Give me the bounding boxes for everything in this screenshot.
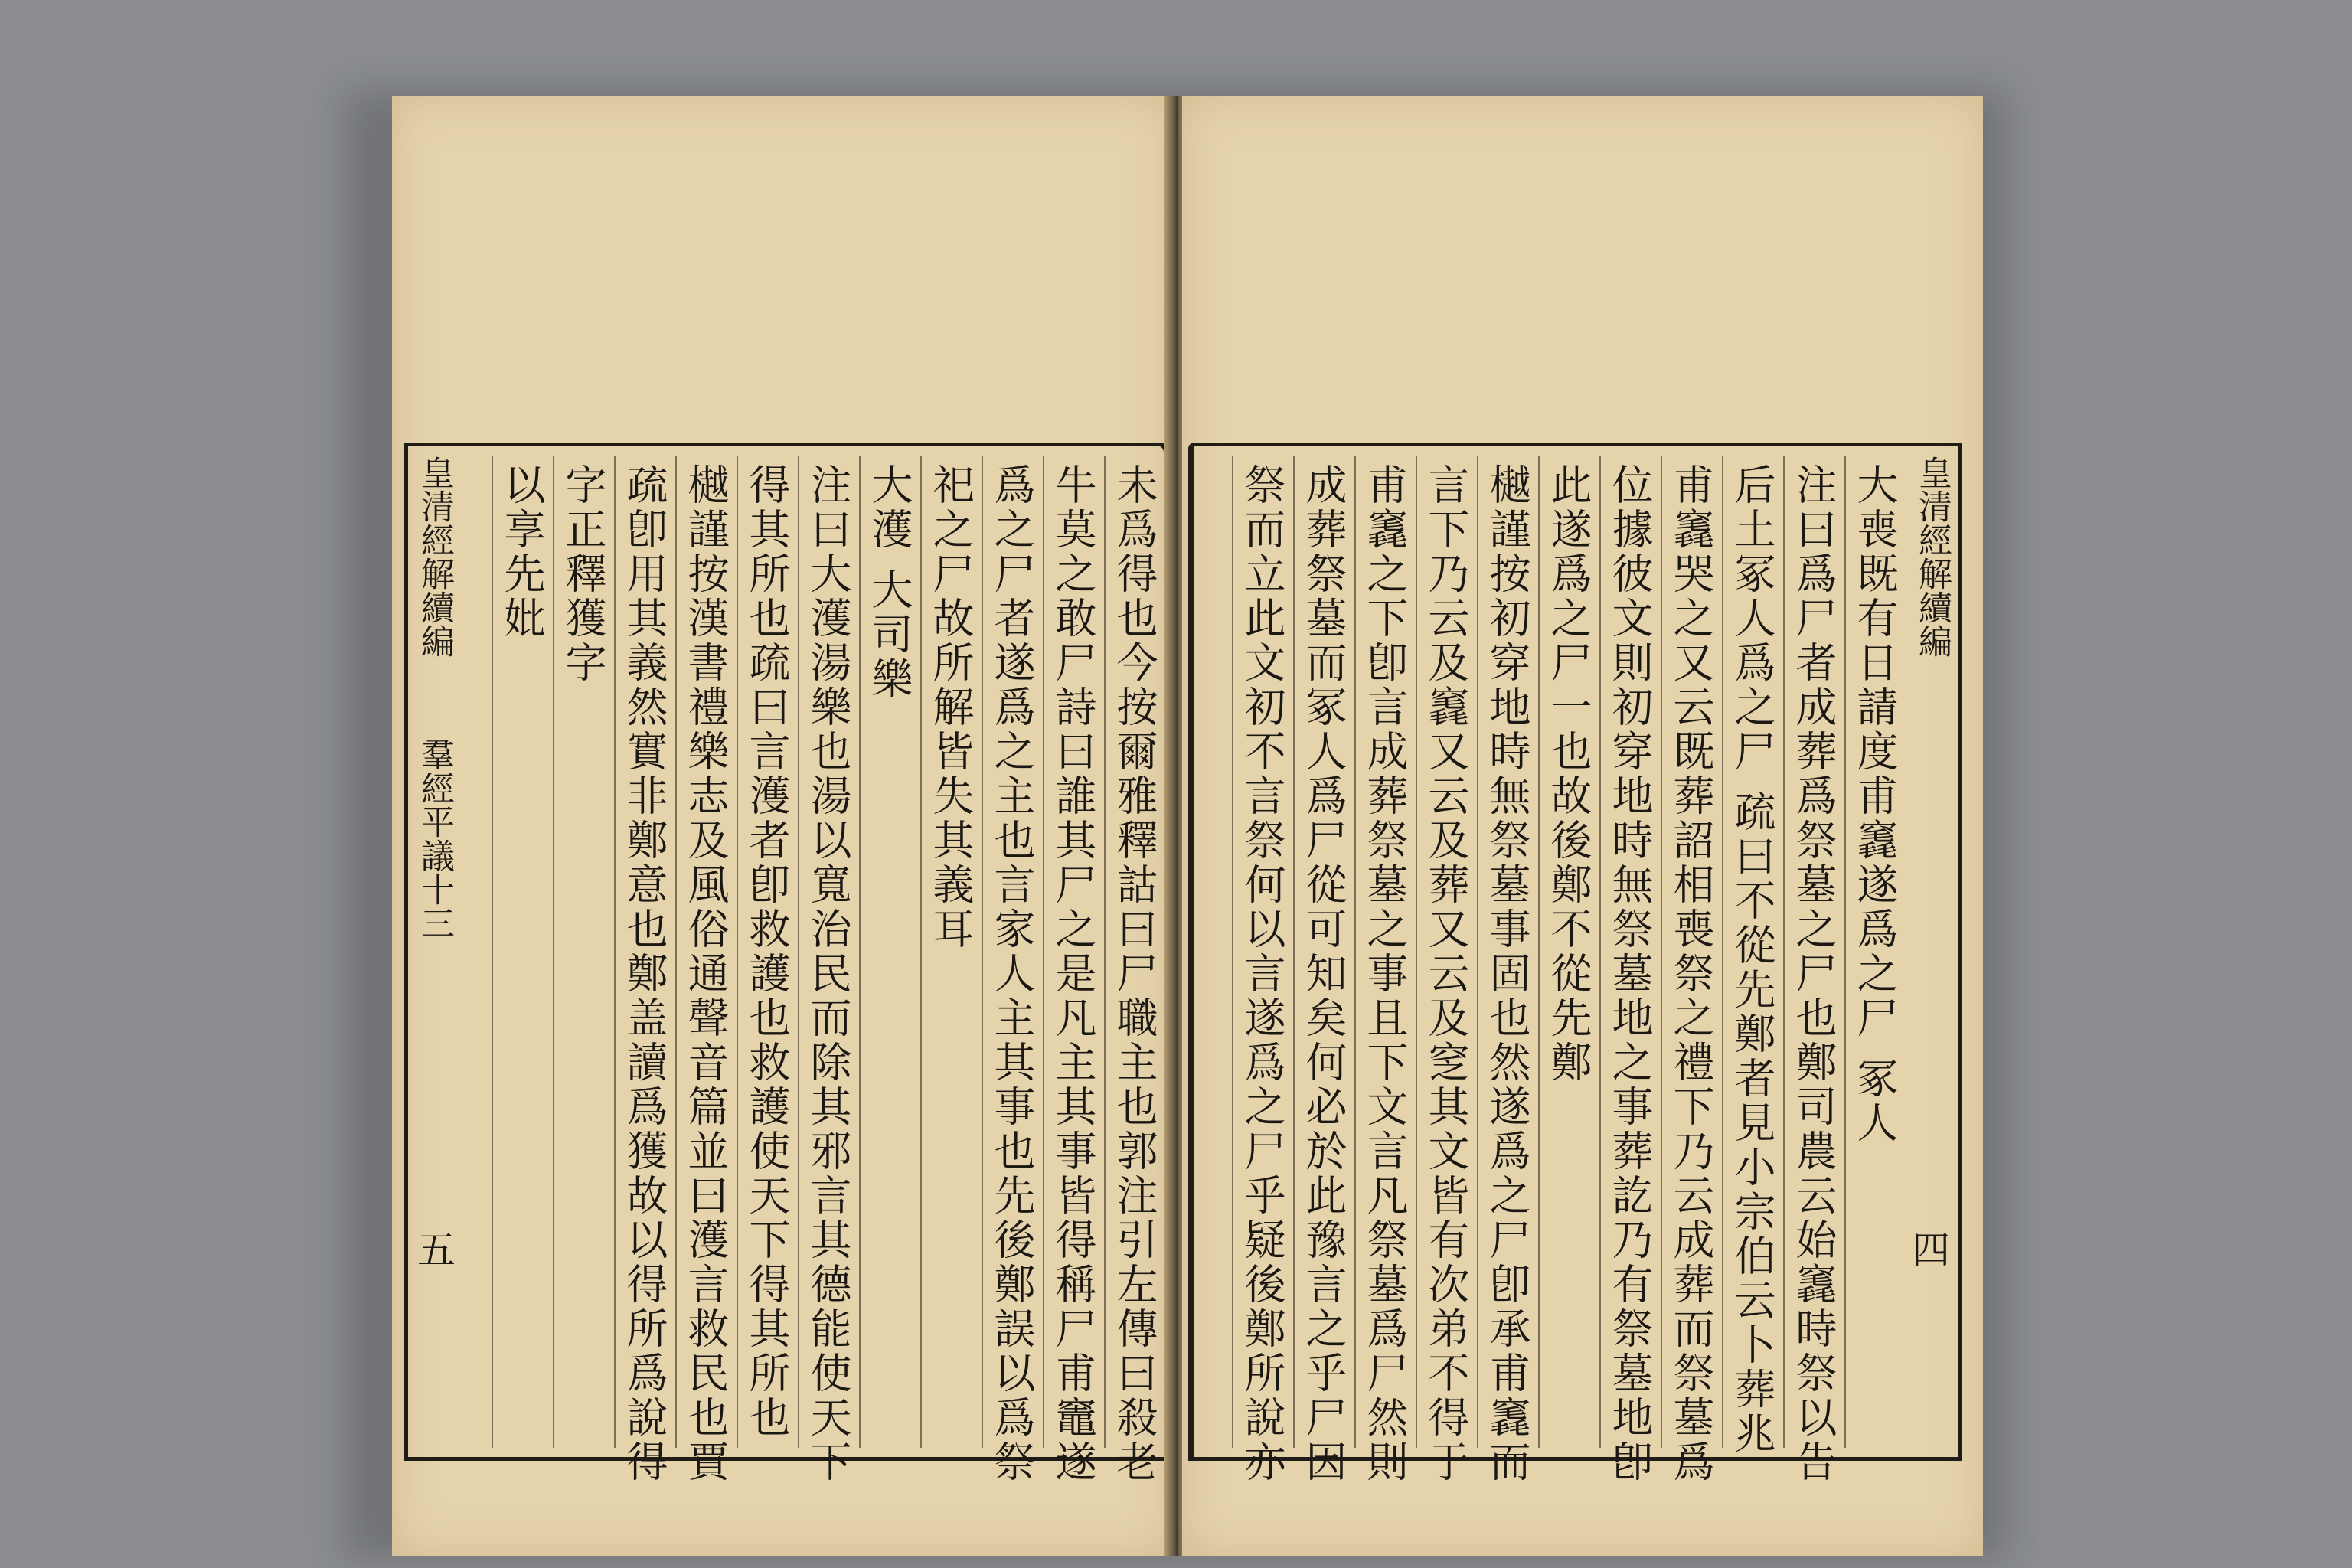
- left-column-11: [492, 456, 551, 1448]
- right-column-text: 甫竁之下卽言成葬祭墓之事且下文言凡祭墓爲尸然則: [1361, 463, 1409, 1485]
- right-column-11: [1232, 456, 1292, 1485]
- left-column-8: [675, 456, 735, 1485]
- left-column-text: 注曰大濩湯樂也湯以寬治民而除其邪言其德能使天下: [804, 463, 852, 1485]
- left-column-text: 牛莫之敢尸詩曰誰其尸之是凡主其事皆得稱尸甫竈遂: [1049, 463, 1097, 1485]
- right-column-text: 成葬祭墓而冢人爲尸從可知矣何必於此豫言之乎尸因: [1299, 463, 1348, 1485]
- right-column-10: [1293, 456, 1353, 1485]
- right-column-text: 大喪既有日請度甫竁遂爲之尸 冢人: [1851, 463, 1899, 1146]
- right-page-number: 四: [1912, 1228, 1950, 1272]
- left-text-frame: [404, 443, 1170, 1485]
- right-page: [1182, 96, 1983, 1556]
- right-column-6: [1538, 456, 1598, 1448]
- left-column-7: [737, 456, 796, 1448]
- left-column-10: [553, 456, 612, 1448]
- right-text-frame: [1188, 443, 1962, 1485]
- left-column-text: 爲之尸者遂爲之主也言家人主其事也先後鄭誤以爲祭: [988, 463, 1036, 1485]
- right-column-text: 祭而立此文初不言祭何以言遂爲之尸乎疑後鄭所說亦: [1238, 463, 1286, 1485]
- right-column-9: [1354, 456, 1414, 1485]
- left-column-5: [859, 456, 919, 1448]
- right-column-text: 甫竁哭之又云既葬詔相喪祭之禮下乃云成葬而祭墓爲: [1667, 463, 1715, 1485]
- left-column-2: [1043, 456, 1102, 1485]
- right-column-7: [1477, 456, 1537, 1485]
- left-column-4: [920, 456, 980, 1448]
- left-margin-title: 皇清經解續編: [415, 456, 454, 658]
- right-column-text: 言下乃云及竁又云及葬又云及窆其文皆有次弟不得于: [1422, 463, 1470, 1485]
- right-column-2: [1783, 456, 1843, 1485]
- right-column-3: [1722, 456, 1782, 1457]
- right-column-5: [1599, 456, 1659, 1485]
- left-column-text: 以享先妣: [498, 463, 546, 641]
- right-column-text: 注曰爲尸者成葬爲祭墓之尸也鄭司農云始竁時祭以告: [1789, 463, 1838, 1485]
- right-column-text: 位據彼文則初穿地時無祭墓地之事葬訖乃有祭墓地卽: [1606, 463, 1654, 1485]
- left-column-text: 疏卽用其義然實非鄭意也鄭盖讀爲獲故以得所爲說得: [620, 463, 668, 1485]
- right-column-text: 樾謹按初穿地時無祭墓事固也然遂爲之尸卽承甫竁而: [1483, 463, 1531, 1485]
- right-margin-title: 皇清經解續編: [1913, 456, 1952, 658]
- right-column-1: [1844, 456, 1904, 1448]
- left-column-9: [614, 456, 674, 1485]
- right-column-4: [1661, 456, 1720, 1485]
- left-column-3: [982, 456, 1041, 1485]
- left-page: [392, 96, 1173, 1556]
- left-column-text: 大濩 大司樂: [865, 463, 913, 702]
- right-column-text: 后土冢人爲之尸 疏曰不從先鄭者見小宗伯云卜葬兆: [1728, 463, 1776, 1457]
- right-column-8: [1416, 456, 1475, 1485]
- left-column-text: 字正釋獲字: [559, 463, 607, 685]
- left-column-text: 得其所也疏曰言濩者卽救護也救護使天下得其所也: [743, 463, 791, 1440]
- left-column-text: 祀之尸故所解皆失其義耳: [926, 463, 975, 952]
- left-column-text: 未爲得也今按爾雅釋詁曰尸職主也郭注引左傳曰殺老: [1110, 463, 1158, 1485]
- left-column-text: 樾謹按漢書禮樂志及風俗通聲音篇並曰濩言救民也賈: [681, 463, 730, 1485]
- left-column-6: [798, 456, 858, 1485]
- right-column-text: 此遂爲之尸一也故後鄭不從先鄭: [1544, 463, 1592, 1085]
- left-page-number: 五: [417, 1228, 456, 1272]
- left-margin-section: 羣經平議十三: [415, 737, 454, 939]
- left-column-1: [1104, 456, 1164, 1485]
